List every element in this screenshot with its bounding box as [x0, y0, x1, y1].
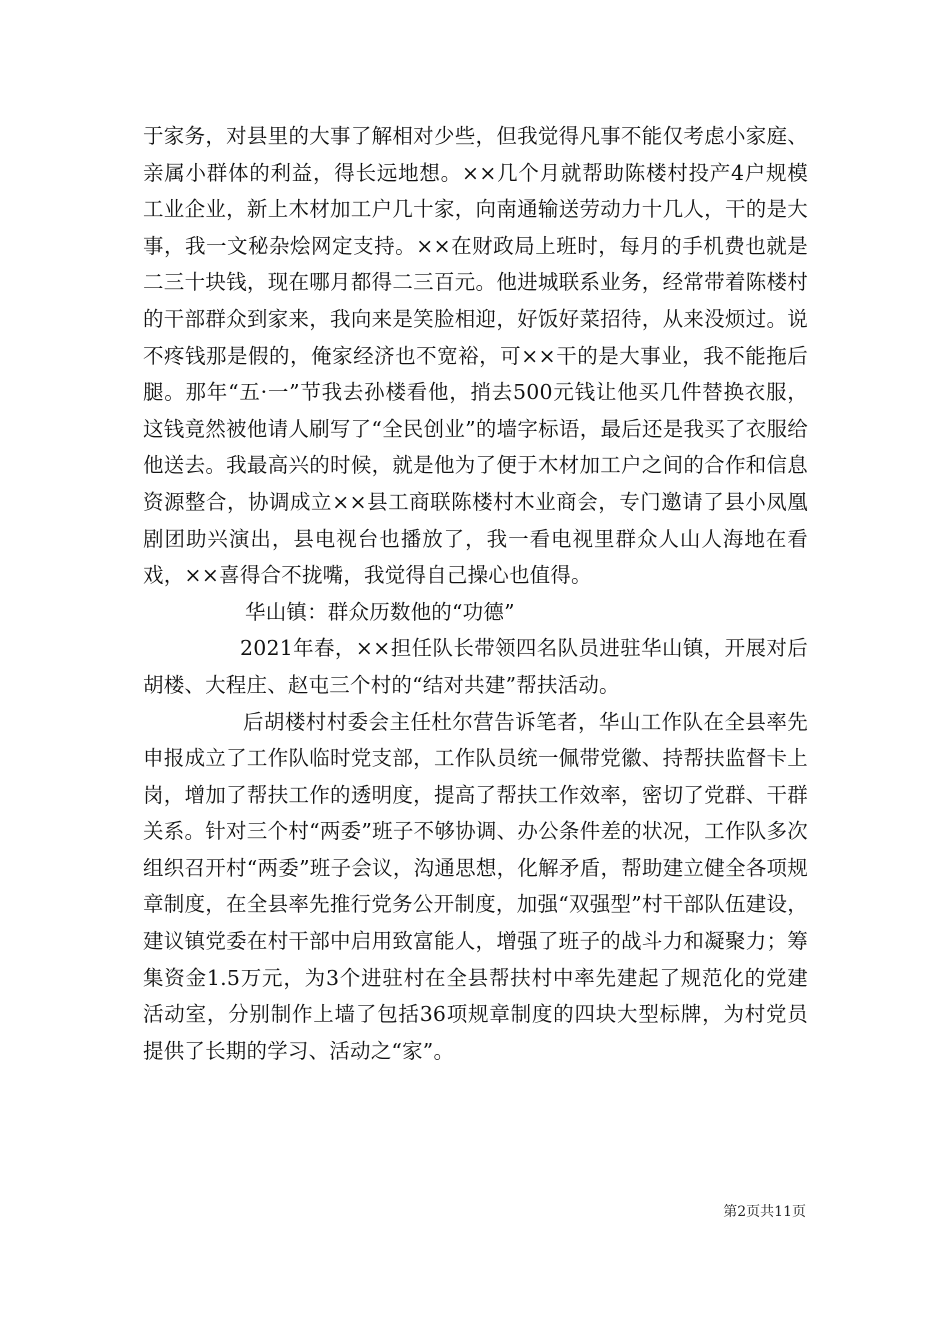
body-paragraph: 后胡楼村村委会主任杜尔营告诉笔者，华山工作队在全县率先申报成立了工作队临时党支部，工作队员统一佩带党徽、持帮扶监督卡上岗，增加了帮扶工作的透明度，提高了帮扶工作效率，密切了党群、干群关系。针对三个村“两委”班子不够协调、办公条件差的状况，工作队多次组织召开村“两委”班子会议，沟通思想，化解矛盾，帮助建立健全各项规章制度，在全县率先推行党务公开制度，加强“双强型”村干部队伍建设，建议镇党委在村干部中启用致富能人，增强了班子的战斗力和凝聚力；筹集资金1.5万元，为3个进驻村在全县帮扶村中率先建起了规范化的党建活动室，分别制作上墙了包括36项规章制度的四块大型标牌，为村党员提供了长期的学习、活动之“家”。	[143, 709, 808, 1063]
section-heading: 华山镇：群众历数他的“功德”	[245, 599, 515, 624]
document-body	[143, 118, 808, 1069]
body-paragraph-continuation: 于家务，对县里的大事了解相对少些，但我觉得凡事不能仅考虑小家庭、亲属小群体的利益，得长远地想。××几个月就帮助陈楼村投产4户规模工业企业，新上木材加工户几十家，向南通输送劳动力十几人，干的是大事，我一文秘杂烩网定支持。××在财政局上班时，每月的手机费也就是二三十块钱，现在哪月都得二三百元。他进城联系业务，经常带着陈楼村的干部群众到家来，我向来是笑脸相迎，好饭好菜招待，从来没烦过。说不疼钱那是假的，俺家经济也不宽裕，可××干的是大事业，我不能拖后腿。那年“五·一”节我去孙楼看他，捎去500元钱让他买几件替换衣服，这钱竟然被他请人刷写了“全民创业”的墙字标语，最后还是我买了衣服给他送去。我最高兴的时候，就是他为了便于木材加工户之间的合作和信息资源整合，协调成立××县工商联陈楼村木业商会，专门邀请了县小凤凰剧团助兴演出，县电视台也播放了，我一看电视里群众人山人海地在看戏，××喜得合不拢嘴，我觉得自己操心也值得。	[143, 124, 808, 588]
body-paragraph: 2021年春，××担任队长带领四名队员进驻华山镇，开展对后胡楼、大程庄、赵屯三个村的“结对共建”帮扶活动。	[143, 636, 808, 697]
page-number-footer: 第2页共11页	[723, 1204, 806, 1220]
